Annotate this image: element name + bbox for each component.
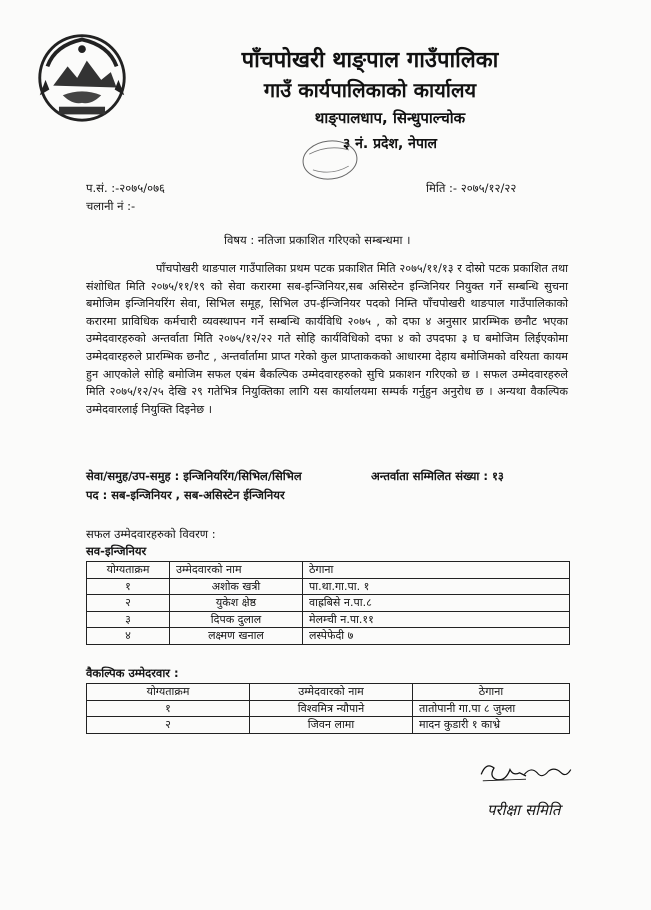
address-cell: लस्पेफेदी ७ [303,628,570,645]
subject-line: विषय : नतिजा प्रकाशित गरिएको सम्बन्धमा । [224,233,411,247]
document-date: मिति :- २०७५/१२/२२ [426,181,517,195]
address-cell: वाह्रबिसे न.पा.८ [303,595,570,612]
successful-candidates-table [86,561,570,645]
rank-cell: १ [87,700,250,717]
column-header: योग्यताक्रम [87,562,170,579]
name-cell: अशोक खत्री [170,578,303,595]
rank-cell: २ [87,717,250,734]
table-row [87,628,570,645]
column-header: उम्मेदवारको नाम [170,562,303,579]
column-header: योग्यताक्रम [87,684,250,701]
address-cell: मेलम्ची न.पा.११ [303,611,570,628]
table-row [87,700,570,717]
table-header-row [87,562,570,579]
nepal-emblem-icon [34,28,130,124]
service-line: सेवा/समुह/उप-समुह : इन्जिनियरिंग/सिभिल/सिभिल [86,469,302,483]
office-address: थाङ्पालधाप, सिन्धुपाल्चोक [314,109,466,127]
rank-cell: १ [87,578,170,595]
table-header-row [87,684,570,701]
column-header: ठेगाना [413,684,570,701]
alternate-heading: वैकल्पिक उम्मेदरवार : [86,666,179,680]
name-cell: जिवन लामा [250,717,413,734]
column-header: उम्मेदवारको नाम [250,684,413,701]
address-cell: तातोपानी गा.पा ८ जुम्ला [413,700,570,717]
address-cell: मादन कुडारी १ काभ्रे [413,717,570,734]
notice-body [86,260,568,418]
municipality-name: पाँचपोखरी थाङ्पाल गाउँपालिका [241,48,499,73]
province-line: ३ नं. प्रदेश, नेपाल [342,136,438,152]
office-name: गाउँ कार्यपालिकाको कार्यालय [263,78,477,102]
successful-heading: सफल उम्मेदवारहरुको विवरण : [86,527,216,541]
table-row [87,717,570,734]
reference-number: प.सं. :-२०७५/०७६ [86,181,166,195]
successful-subheading: सव-इन्जिनियर [86,544,147,558]
signature-label: परीक्षा समिति [487,801,561,819]
name-cell: युकेश क्षेष्ठ [170,595,303,612]
rank-cell: ३ [87,611,170,628]
office-stamp [298,135,362,185]
address-cell: पा.था.गा.पा. १ [303,578,570,595]
handwritten-signature [466,752,586,800]
notice-paragraph: पाँचपोखरी थाङपाल गाउँपालिका प्रथम पटक प्रकाशित मिति २०७५/११/१३ र दोस्रो पटक प्रकाशित तथा संशोधित मिति २०७५/११/१९ को सेवा करारमा सब-इन्जिनियर,सब असिस्टेन इन्जिनियर नियुक्त गर्ने सम्बन्धि सुचना बमोजिम इन्जिनियरिंग सेवा, सिभिल समूह, सिभिल उप-ईन्जिनियर पदको निम्ति पाँचपोखरी थाङपाल गाउँपालिकाको करारमा प्राविधिक कर्मचारी व्यवस्थापन गर्ने सम्बन्धि कार्यविधि २०७५ , को दफा ४ अनुसार प्रारम्भिक छनौट भएका उम्मेदवारहरुको अन्तर्वाता मिति २०७५/१२/२२ गते सोहि कार्यविधिको दफा ४ को उपदफा ३ घ बमोजिम लिईएकोमा उम्मेदवारहरुले प्रारम्भिक छनौट , अन्तर्वार्तामा प्राप्त गरेको कुल प्राप्ताककको आधारमा देहाय बमोजिमको वरियता कायम हुन आएकोले सोहि बमोजिम सफल एबंम बैकल्पिक उम्मेदवारहरुको सुचि प्रकाशन गरिएको छ । सफल उम्मेदवारहरुले मिति २०७५/१२/२५ देखि २९ गतेभित्र नियुक्तिका लागि यस कार्यालयमा सम्पर्क गर्नुहुन अनुरोध छ । अन्यथा वैकल्पिक उम्मेदवारलाई नियुक्ति दिइनेछ । [86,262,568,416]
table-row [87,578,570,595]
interview-count: अन्तर्वाता सम्मिलित संख्या : १३ [371,469,504,483]
post-line: पद : सब-इन्जिनियर , सब-असिस्टेन ईन्जिनियर [86,488,285,502]
table-row [87,595,570,612]
name-cell: दिपक दुलाल [170,611,303,628]
dispatch-number: चलानी नं :- [86,199,136,213]
rank-cell: ४ [87,628,170,645]
name-cell: विश्वमित्र न्यौपाने [250,700,413,717]
name-cell: लक्ष्मण खनाल [170,628,303,645]
rank-cell: २ [87,595,170,612]
alternate-candidates-table [86,683,570,734]
column-header: ठेगाना [303,562,570,579]
table-row [87,611,570,628]
